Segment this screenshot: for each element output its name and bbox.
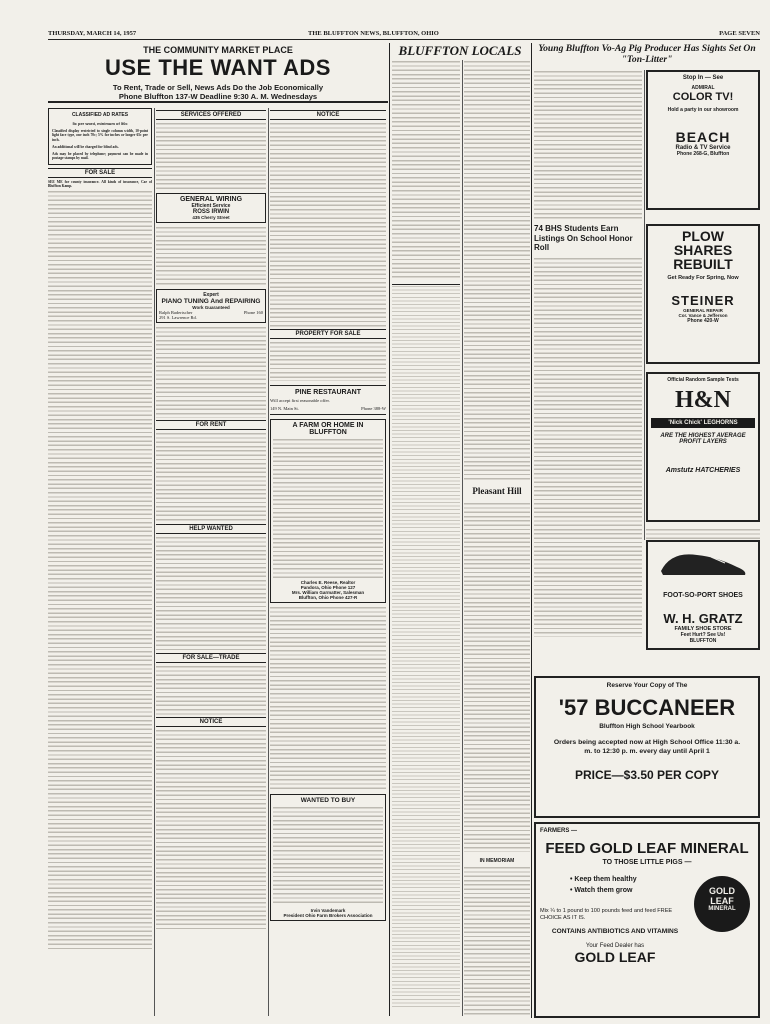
pine-title: PINE RESTAURANT [295,389,361,396]
pig-body [534,70,642,220]
gratz-t5: BLUFFTON [689,638,717,644]
legal-notices [392,284,460,1009]
gratz-t2: W. H. GRATZ [663,611,743,626]
notice-title-2: NOTICE [156,717,266,727]
in-memoriam-body [464,866,530,1016]
bluffton-locals-title: BLUFFTON LOCALS [398,43,522,58]
gl-t7: GOLD LEAF [574,949,656,965]
gratz-shoe-ad [646,540,760,650]
for-sale-trade-body [156,665,266,715]
for-sale-intro: SEE ME for county insurance. All kinds of insurance, Car of Bluffton Kamp. [48,179,152,189]
services-body [156,122,266,190]
column-rule [644,70,645,540]
property-body [270,341,386,381]
farm-sig2: Pandora, Ohio Phone 127 [300,585,356,591]
gold-leaf-ad [534,822,760,1018]
col3-body [270,606,386,791]
masthead-date: THURSDAY, MARCH 14, 1957 [48,30,137,37]
piano-tuning-ad [156,289,266,323]
plow-t6: GENERAL REPAIR [683,308,723,313]
gratz-t4: Feet Hurt? See Us! [680,632,726,638]
hn-t2: H&N [675,387,731,413]
piano-addr: 291 S. Lawrence Rd. [159,315,197,320]
column-rule [154,108,155,1016]
classified-rates-box [48,108,152,165]
piano-who: Ralph Badertscher [159,310,193,315]
stopin-t4: Hold a party in our showroom [667,107,739,113]
want-ads-kicker: THE COMMUNITY MARKET PLACE [143,45,293,55]
plow-t7: Cor. Vance & Jefferson [678,313,728,318]
locals-body-1 [392,60,460,280]
hn-t4: ARE THE HIGHEST AVERAGE PROFIT LAYERS [660,433,746,445]
pig-producer-title: Young Bluffton Vo-Ag Pig Producer Has Sights Set On "Ton-Litter" [538,43,756,65]
column-2 [156,108,266,1016]
logo-gold: GOLD [709,886,735,896]
gl-bullet-2: • Watch them grow [570,887,633,894]
plow-t2: SHARES [673,242,733,258]
want-ads-title: USE THE WANT ADS [105,55,331,80]
help-wanted-title: HELP WANTED [156,524,266,534]
gratz-t1: FOOT-SO-PORT SHOES [663,592,743,599]
stopin-t7: Phone 268-G, Bluffton [676,151,730,157]
farm-sig3: Mrs. William Garmatter, Salesman [291,590,365,596]
stopin-t5: BEACH [675,129,731,145]
pine-phone: Phone 388-W [361,406,386,412]
piano-guarantee: Work Guaranteed [192,305,230,310]
gl-t4: Mix ¼ to 1 pound to 100 pounds feed and feed FREE CHOICE AS IT IS. [540,908,673,921]
pine-offer: Will accept first reasonable offer. [270,399,330,403]
farm-home-ad [270,419,386,603]
classified-rates-title: CLASSIFIED AD RATES [71,112,129,118]
hn-hatcheries-ad [646,372,760,522]
want-ads-banner [48,43,388,103]
column-rule [462,60,463,1016]
pine-restaurant-ad [270,385,386,415]
gl-t2: FEED GOLD LEAF MINERAL [545,840,749,857]
general-wiring-name: ROSS IRWIN [192,209,230,215]
gl-t3: TO THOSE LITTLE PIGS — [602,859,692,866]
notice-title: NOTICE [270,110,386,120]
for-sale-trade-title: FOR SALE—TRADE [156,653,266,663]
services-offered-title: SERVICES OFFERED [156,110,266,120]
services-body-2 [156,226,266,286]
locals-body-2 [464,60,530,480]
bucc-t4: Orders being accepted now at High School Office 11:30 a. m. to 12:30 p. m. every day until April 1 [553,739,741,755]
column-5 [464,60,530,1016]
hn-t3: 'Nick Chick' LEGHORNS [651,418,755,428]
piano-expert: Expert [203,292,219,298]
classified-rate-line: 5c per word, minimum of 50c [72,121,128,126]
wanted-to-buy-ad [270,794,386,921]
masthead-page: PAGE SEVEN [719,30,760,37]
want-ads-line1: To Rent, Trade or Sell, News Ads Do the Job Economically [112,83,324,92]
for-sale-body [48,190,152,950]
plow-t5: STEINER [671,293,735,308]
hn-t1: Official Random Sample Tests [667,377,739,383]
property-title: PROPERTY FOR SALE [270,329,386,339]
in-memoriam-title: IN MEMORIAM [479,858,515,864]
services-body-3 [156,326,266,418]
masthead [48,28,760,40]
bucc-t2: '57 BUCCANEER [558,695,736,720]
bucc-t1: Reserve Your Copy of The [606,682,688,689]
plow-t3: REBUILT [673,256,733,272]
bucc-t5: PRICE—$3.50 PER COPY [574,768,720,782]
farm-sig: Charles E. Reese, Realtor [300,580,356,586]
logo-leaf: LEAF [710,896,734,906]
farm-sig4: Bluffton, Ohio Phone 427-R [298,595,358,601]
masthead-paper: THE BLUFFTON NEWS, BLUFFTON, OHIO [308,30,439,37]
column-6 [534,70,642,670]
gl-t6: Your Feed Dealer has [585,943,645,949]
general-wiring-addr: 435 Cherry Street [192,215,230,220]
general-wiring-ad [156,193,266,223]
general-wiring-title: GENERAL WIRING [179,196,243,203]
gold-leaf-logo [694,876,750,932]
wanted-body [273,806,383,906]
piano-phone: Phone 160 [243,310,263,315]
column-rule [531,43,532,1018]
plow-shares-ad [646,224,760,364]
pine-addr: 149 N. Main St. [270,406,299,412]
wanted-sig: Irvin Vandemark [310,908,346,914]
gl-t1: FARMERS — [540,828,578,834]
column-rule [268,108,269,1016]
plow-t4: Get Ready For Spring, Now [667,275,739,281]
column-3 [270,108,386,1016]
gratz-t3: FAMILY SHOE STORE [674,626,732,632]
bucc-t3: Bluffton High School Yearbook [599,723,695,730]
classified-rate-line: Ads may be placed by telephone; payment can be made in postage stamps by mail. [52,152,148,161]
gl-bullet-1: • Keep them healthy [570,876,637,883]
column-1 [48,108,152,1016]
bhs-honor-body [534,257,642,637]
column-rule [389,43,390,1016]
farm-title: A FARM OR HOME IN BLUFFTON [292,422,364,437]
piano-title: PIANO TUNING And REPAIRING [161,298,261,305]
notice-body [270,122,386,327]
stopin-t6: Radio & TV Service [675,145,731,151]
plow-t1: PLOW [682,228,724,244]
notice-body-2 [156,729,266,929]
stopin-t1: Stop In — See [682,75,724,81]
column-4 [392,60,460,1016]
stopin-t2: ADMIRAL [691,85,715,91]
wanted-sig2: President Ohio Farm Brokers Association [283,913,373,919]
plow-t8: Phone 420-W [687,318,719,324]
farm-body [273,438,383,578]
hn-t5: Amstutz HATCHERIES [665,467,741,474]
shoe-illustration-icon [651,545,755,579]
classified-rate-line: Classified display restricted to single column width, 10-point light face type, one inch 70c; 5% for inches or longer 65c per inch. [52,129,148,142]
pleasant-hill-body [464,502,530,852]
bhs-honor-title: 74 BHS Students Earn Listings On School Honor Roll [534,224,633,253]
want-ads-line2: Phone Bluffton 137-W Deadline 9:30 A. M. Wednesdays [118,92,318,101]
logo-mineral: MINERAL [708,906,736,912]
classified-rate-line: An additional will be charged for blind ads. [52,144,119,149]
general-wiring-sub: Efficient Service [191,203,231,209]
beach-tv-ad [646,70,760,210]
stopin-t3: COLOR TV! [672,91,734,103]
help-wanted-body [156,536,266,651]
for-sale-title: FOR SALE [48,168,152,178]
wanted-title: WANTED TO BUY [300,797,356,805]
for-rent-title: FOR RENT [156,420,266,430]
buccaneer-ad [534,676,760,818]
for-rent-body [156,432,266,522]
gl-t5: CONTAINS ANTIBIOTICS AND VITAMINS [551,928,679,935]
pleasant-hill-title: Pleasant Hill [472,486,522,496]
